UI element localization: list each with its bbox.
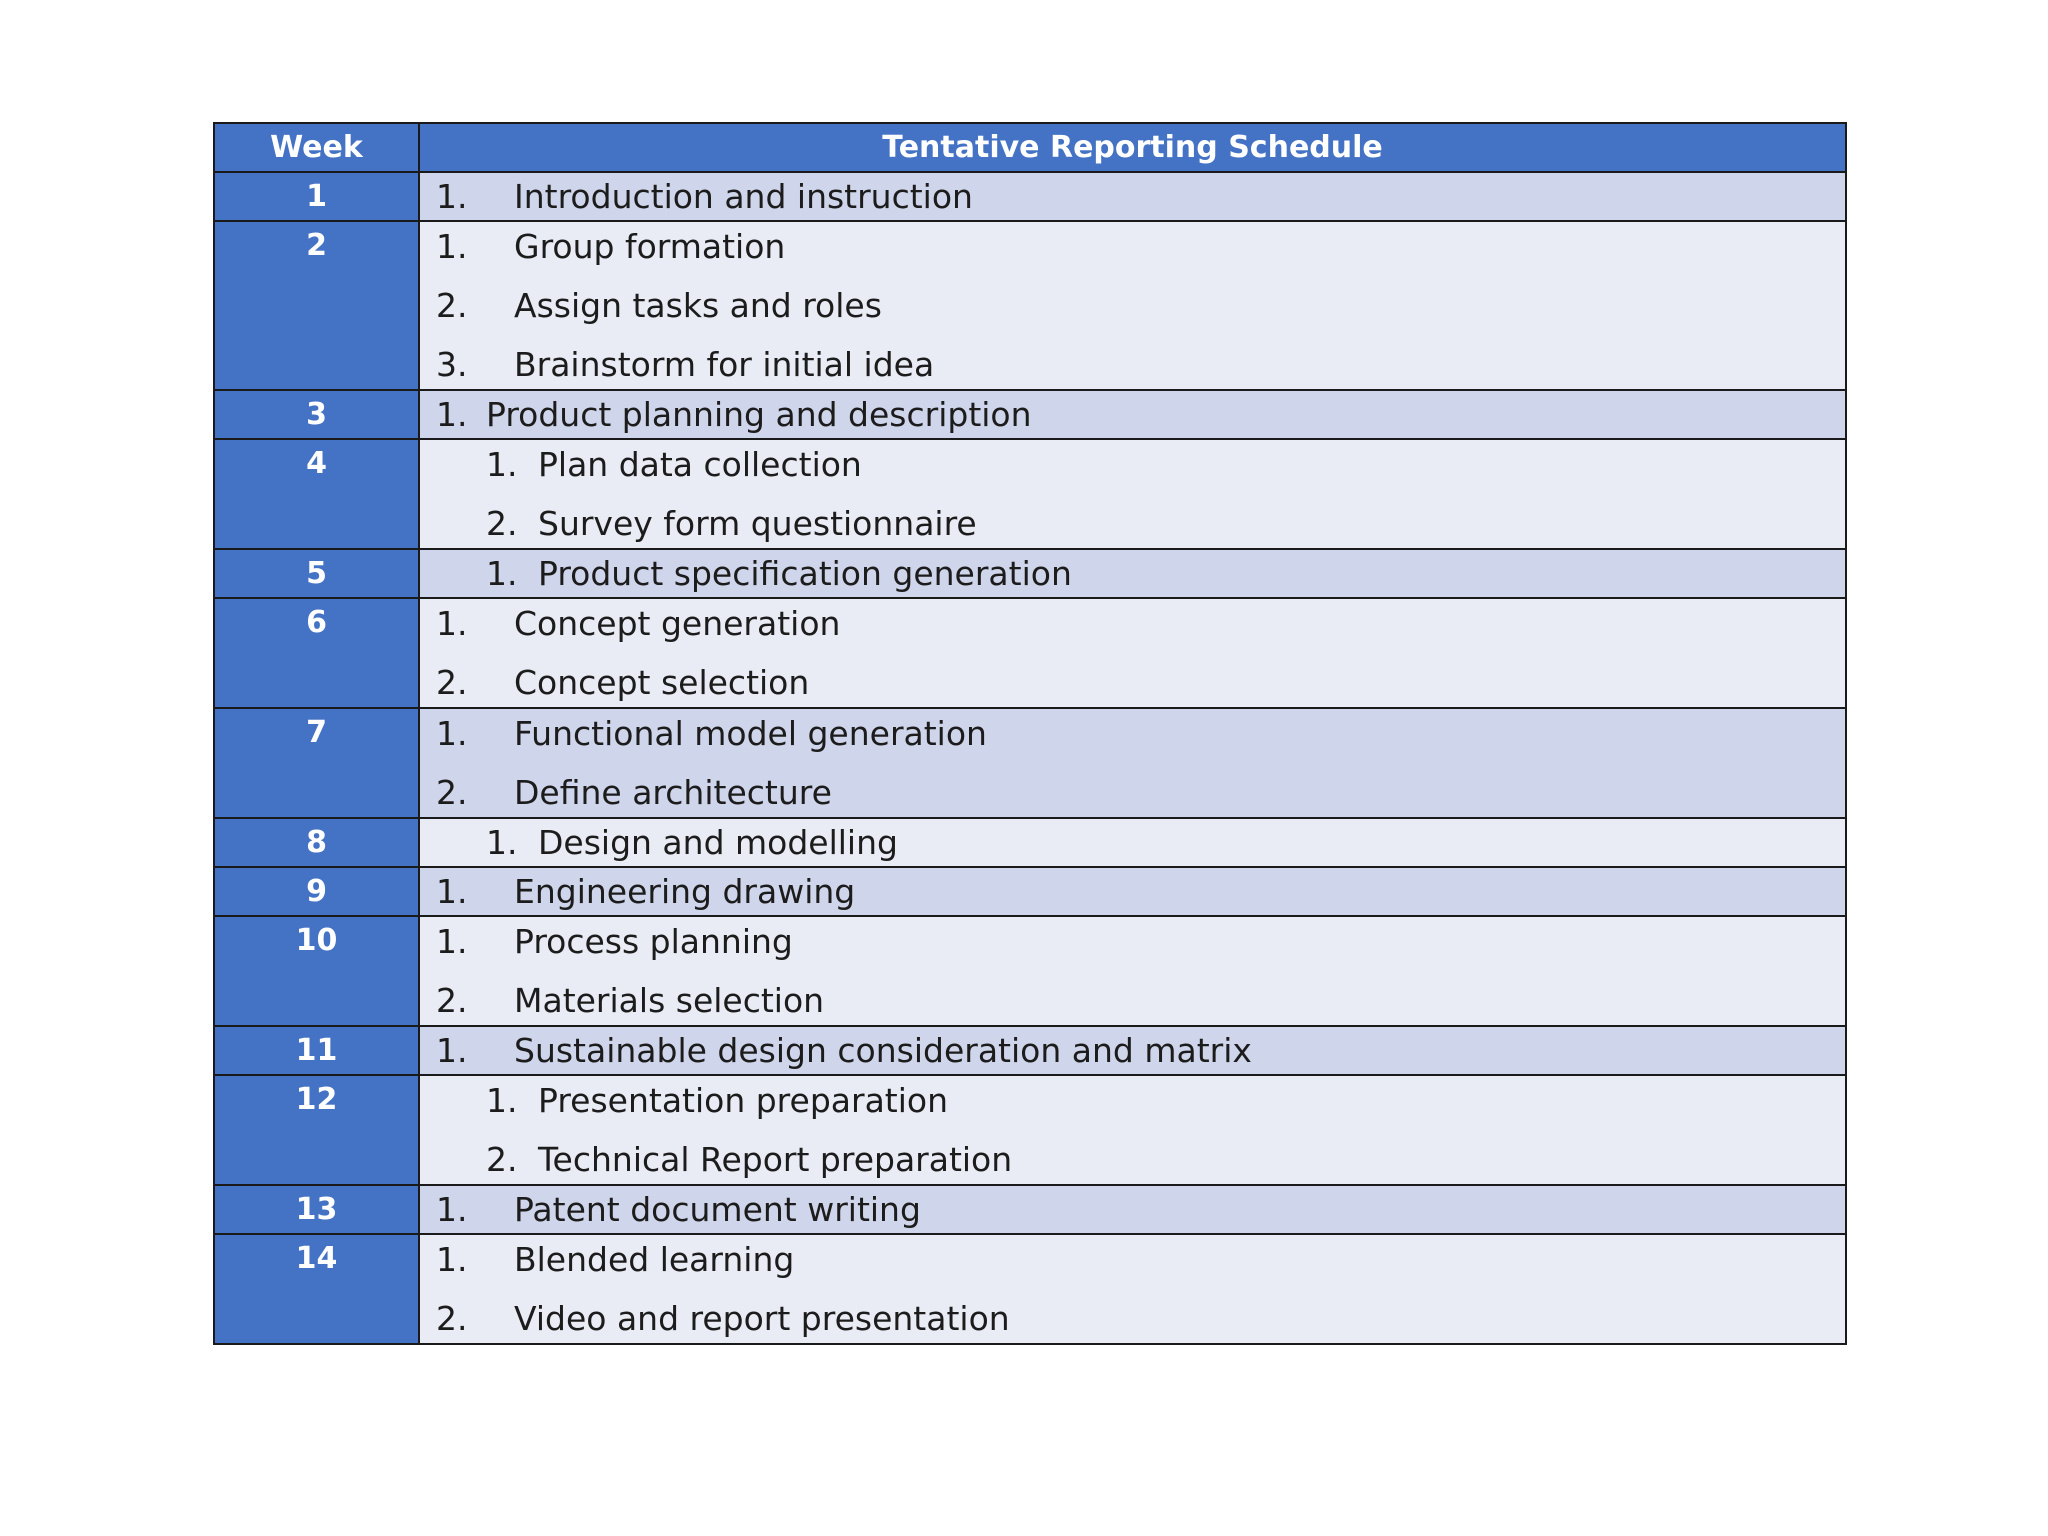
item-number: 2.	[486, 504, 518, 543]
week-number-cell: 10	[214, 916, 419, 1026]
list-item	[420, 1235, 1845, 1294]
week-number-cell: 12	[214, 1075, 419, 1185]
schedule-items-cell	[419, 916, 1846, 1026]
item-number: 1.	[436, 227, 468, 266]
task-list	[420, 222, 1845, 389]
table-row	[214, 1185, 1846, 1234]
task-list	[420, 550, 1845, 597]
item-number: 1.	[436, 395, 468, 434]
item-text: Patent document writing	[514, 1190, 921, 1229]
table-row	[214, 598, 1846, 708]
item-text: Brainstorm for initial idea	[514, 345, 935, 384]
table-row	[214, 172, 1846, 221]
item-number: 2.	[436, 773, 468, 812]
list-item	[420, 391, 1845, 438]
list-item	[420, 976, 1845, 1025]
item-text: Introduction and instruction	[514, 177, 973, 216]
list-item	[420, 222, 1845, 281]
list-item	[420, 917, 1845, 976]
week-number-cell: 8	[214, 818, 419, 867]
week-number-cell: 2	[214, 221, 419, 390]
item-text: Sustainable design consideration and matrix	[514, 1031, 1252, 1070]
schedule-items-cell	[419, 221, 1846, 390]
list-item	[420, 768, 1845, 817]
week-column-header: Week	[214, 123, 419, 172]
item-text: Engineering drawing	[514, 872, 856, 911]
table-row	[214, 439, 1846, 549]
week-number-cell: 9	[214, 867, 419, 916]
item-number: 1.	[436, 1240, 468, 1279]
item-number: 1.	[486, 445, 518, 484]
item-number: 1.	[436, 604, 468, 643]
item-number: 1.	[436, 714, 468, 753]
item-text: Survey form questionnaire	[538, 504, 977, 543]
item-text: Presentation preparation	[538, 1081, 949, 1120]
item-text: Video and report presentation	[514, 1299, 1010, 1338]
list-item	[420, 658, 1845, 707]
task-list	[420, 440, 1845, 548]
table-row	[214, 549, 1846, 598]
item-number: 1.	[436, 177, 468, 216]
week-number-cell: 4	[214, 439, 419, 549]
task-list	[420, 868, 1845, 915]
item-number: 2.	[436, 286, 468, 325]
item-text: Blended learning	[514, 1240, 795, 1279]
item-text: Group formation	[514, 227, 786, 266]
task-list	[420, 819, 1845, 866]
schedule-items-cell	[419, 439, 1846, 549]
schedule-items-cell	[419, 818, 1846, 867]
item-number: 1.	[436, 1031, 468, 1070]
list-item	[420, 1294, 1845, 1343]
schedule-items-cell	[419, 598, 1846, 708]
task-list	[420, 917, 1845, 1025]
item-text: Assign tasks and roles	[514, 286, 882, 325]
schedule-items-cell	[419, 1185, 1846, 1234]
reporting-schedule-table	[213, 122, 1847, 1345]
item-number: 2.	[486, 1140, 518, 1179]
list-item	[420, 340, 1845, 389]
item-text: Product planning and description	[486, 395, 1032, 434]
item-number: 1.	[436, 1190, 468, 1229]
item-number: 3.	[436, 345, 468, 384]
task-list	[420, 173, 1845, 220]
table-row	[214, 1234, 1846, 1344]
week-number-cell: 13	[214, 1185, 419, 1234]
schedule-items-cell	[419, 867, 1846, 916]
table-header-row	[214, 123, 1846, 172]
item-text: Concept selection	[514, 663, 810, 702]
item-text: Concept generation	[514, 604, 841, 643]
table-row	[214, 1026, 1846, 1075]
list-item	[420, 599, 1845, 658]
item-number: 2.	[436, 1299, 468, 1338]
item-text: Materials selection	[514, 981, 825, 1020]
item-text: Design and modelling	[538, 823, 898, 862]
list-item	[420, 173, 1845, 220]
week-number-cell: 3	[214, 390, 419, 439]
schedule-column-header: Tentative Reporting Schedule	[419, 123, 1846, 172]
item-text: Process planning	[514, 922, 793, 961]
list-item	[420, 1186, 1845, 1233]
schedule-items-cell	[419, 1234, 1846, 1344]
item-number: 1.	[486, 823, 518, 862]
schedule-body	[214, 172, 1846, 1344]
list-item	[420, 499, 1845, 548]
week-number-cell: 1	[214, 172, 419, 221]
task-list	[420, 709, 1845, 817]
item-number: 1.	[436, 872, 468, 911]
item-number: 2.	[436, 663, 468, 702]
table-row	[214, 390, 1846, 439]
list-item	[420, 440, 1845, 499]
item-number: 1.	[486, 1081, 518, 1120]
item-text: Product specification generation	[538, 554, 1072, 593]
schedule-items-cell	[419, 549, 1846, 598]
item-number: 1.	[436, 922, 468, 961]
list-item	[420, 1076, 1845, 1135]
week-number-cell: 5	[214, 549, 419, 598]
item-text: Plan data collection	[538, 445, 862, 484]
week-number-cell: 11	[214, 1026, 419, 1075]
list-item	[420, 709, 1845, 768]
item-text: Functional model generation	[514, 714, 987, 753]
table-row	[214, 818, 1846, 867]
schedule-items-cell	[419, 708, 1846, 818]
task-list	[420, 1027, 1845, 1074]
task-list	[420, 1235, 1845, 1343]
task-list	[420, 1186, 1845, 1233]
schedule-items-cell	[419, 1026, 1846, 1075]
week-number-cell: 7	[214, 708, 419, 818]
task-list	[420, 599, 1845, 707]
list-item	[420, 1135, 1845, 1184]
schedule-items-cell	[419, 172, 1846, 221]
item-text: Define architecture	[514, 773, 832, 812]
table-row	[214, 221, 1846, 390]
schedule-items-cell	[419, 1075, 1846, 1185]
week-number-cell: 6	[214, 598, 419, 708]
table-row	[214, 708, 1846, 818]
table-row	[214, 1075, 1846, 1185]
list-item	[420, 868, 1845, 915]
week-number-cell: 14	[214, 1234, 419, 1344]
table-row	[214, 867, 1846, 916]
item-number: 2.	[436, 981, 468, 1020]
list-item	[420, 550, 1845, 597]
schedule-items-cell	[419, 390, 1846, 439]
item-text: Technical Report preparation	[538, 1140, 1013, 1179]
table-row	[214, 916, 1846, 1026]
task-list	[420, 1076, 1845, 1184]
list-item	[420, 819, 1845, 866]
list-item	[420, 281, 1845, 340]
list-item	[420, 1027, 1845, 1074]
item-number: 1.	[486, 554, 518, 593]
task-list	[420, 391, 1845, 438]
